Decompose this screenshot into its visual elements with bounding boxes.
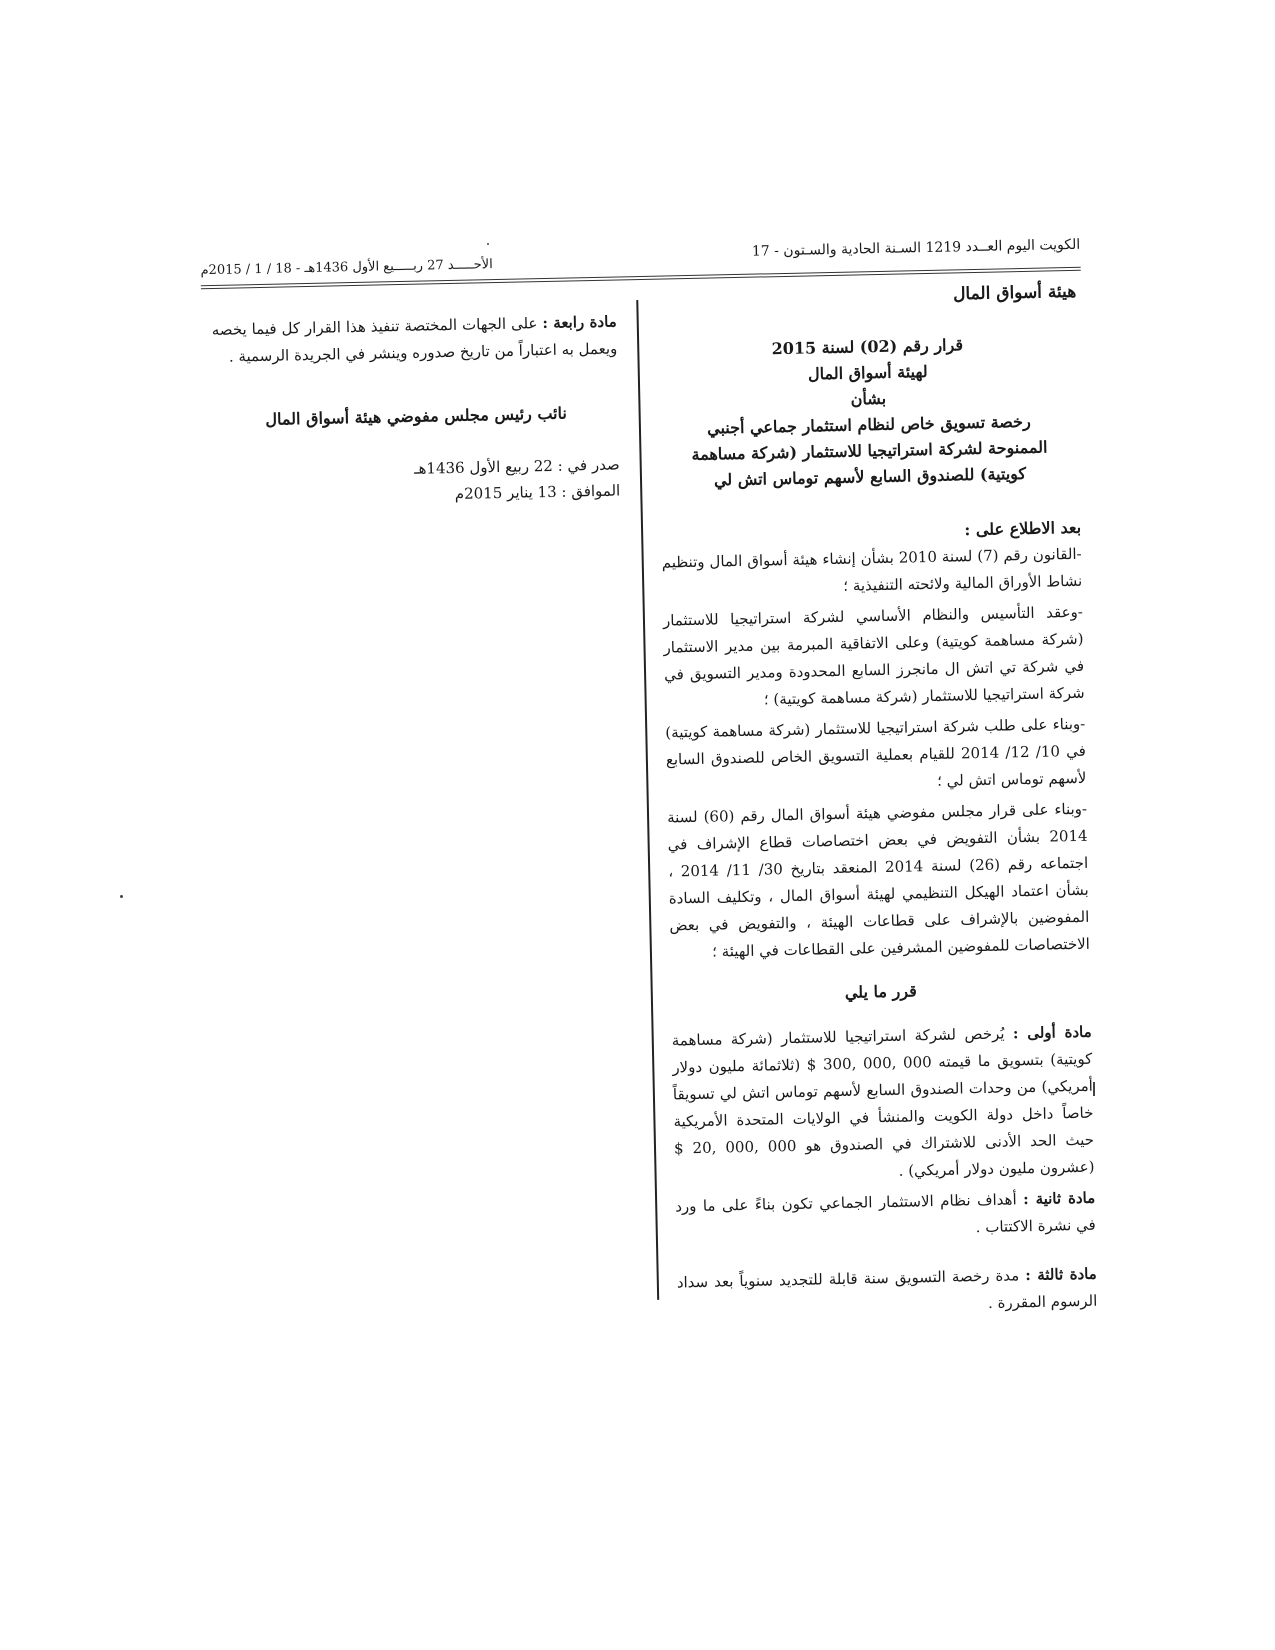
article-1	[671, 1019, 1094, 1190]
corresponding-date-line: الموافق : 13 يناير 2015م	[454, 481, 621, 503]
decision-title	[657, 330, 1080, 495]
title-line: كويتية) للصندوق السابع لأسهم توماس اتش لي	[713, 463, 1027, 490]
title-line: لهيئة أسواق المال	[807, 362, 928, 384]
article-4	[212, 309, 618, 371]
article-3	[677, 1261, 1098, 1324]
article-label: مادة ثانية :	[1022, 1188, 1096, 1209]
title-line: الممنوحة لشركة استراتيجيا للاستثمار (شركة مساهمة	[691, 437, 1048, 464]
preamble-item: -وبناء على طلب شركة استراتيجيا للاستثمار (شركة مساهمة كويتية) في 10/ 12/ 2014 للقيام بعملية التسويق الخاص للصندوق السابع لأسهم توماس اتش لي ؛	[665, 714, 1087, 790]
preamble-item: -وعقد التأسيس والنظام الأساسي لشركة استراتيجيا للاستثمار (شركة مساهمة كويتية) وعلى الاتفاقية المبرمة بين مدير الاستثمار في شركة تي اتش ال مانجرز السابع المحدودة ومدير التسويق في شركة استراتيجيا للاستثمار (شركة مساهمة كويتية) ؛	[662, 602, 1085, 709]
article-2	[675, 1185, 1096, 1248]
header-date: الأحـــــد 27 ربـــــيع الأول 1436هـ - 18 / 1 / 2015م	[200, 257, 493, 279]
issued-date-line: صدر في : 22 ربيع الأول 1436هـ	[413, 455, 620, 478]
article-text: أهداف نظام الاستثمار الجماعي تكون بناءً على ما ورد في نشرة الاكتتاب .	[675, 1190, 1096, 1237]
article-label: مادة رابعة :	[542, 312, 617, 333]
article-text: على الجهات المختصة تنفيذ هذا القرار كل فيما يخصه ويعمل به اعتباراً من تاريخ صدوره وينشر في الجريدة الرسمية .	[211, 314, 618, 366]
decided-heading: قرر ما يلي	[844, 981, 917, 1002]
gazette-page	[200, 231, 1103, 1349]
title-line: بشأن	[850, 388, 887, 409]
preamble-item: -القانون رقم (7) لسنة 2010 بشأن إنشاء هيئة أسواق المال وتنظيم نشاط الأوراق المالية ولائحته التنفيذية ؛	[661, 544, 1083, 595]
title-line: قرار رقم (02) لسنة 2015	[771, 335, 964, 359]
left-column	[212, 309, 621, 512]
preamble-heading: بعد الاطلاع على :	[964, 517, 1082, 540]
article-text: مدة رخصة التسويق سنة قابلة للتجديد سنوياً بعد سداد الرسوم المقررة .	[676, 1266, 1098, 1312]
preamble-item: -وبناء على قرار مجلس مفوضي هيئة أسواق المال رقم (60) لسنة 2014 بشأن التفويض في بعض اختصاصات قطاع الإشراف في اجتماعه رقم (26) لسنة 2014 المنعقد بتاريخ 30/ 11/ 2014 ، بشأن اعتماد الهيكل التنظيمي لهيئة أسواق المال ، وتكليف السادة المفوضين بالإشراف على قطاعات الهيئة ، والتفويض في بعض الاختصاصات للمفوضين المشرفين على القطاعات في الهيئة ؛	[666, 799, 1091, 961]
article-label: مادة ثالثة :	[1025, 1264, 1097, 1285]
scan-speck	[120, 895, 123, 898]
agency-name: هيئة أسواق المال	[952, 281, 1077, 305]
column-divider	[636, 300, 659, 1300]
title-line: رخصة تسويق خاص لنظام استثمار جماعي أجنبي	[706, 411, 1031, 438]
article-label: مادة أولى :	[1012, 1022, 1092, 1043]
right-column	[656, 279, 1098, 1328]
header-issue-info: الكويت اليوم العــدد 1219 السـنة الحادية والسـتون - 17	[751, 236, 1081, 260]
signatory-title: نائب رئيس مجلس مفوضي هيئة أسواق المال	[265, 403, 568, 429]
page-header	[200, 231, 1081, 289]
article-text: يُرخص لشركة استراتيجيا للاستثمار (شركة مساهمة كويتية) بتسويق ما قيمته 000 ,000 ,300 $ (ثلاثمائة مليون دولار أمريكي) من وحدات الصندوق السابع لأسهم توماس اتش لي تسويقاً خاصاً داخل دولة الكويت والمنشأ في الولايات المتحدة الأمريكية حيث الحد الأدنى للاشتراك في الصندوق هو 000 ,000 ,20 $ (عشرون مليون دولار أمريكي) .	[671, 1024, 1095, 1180]
